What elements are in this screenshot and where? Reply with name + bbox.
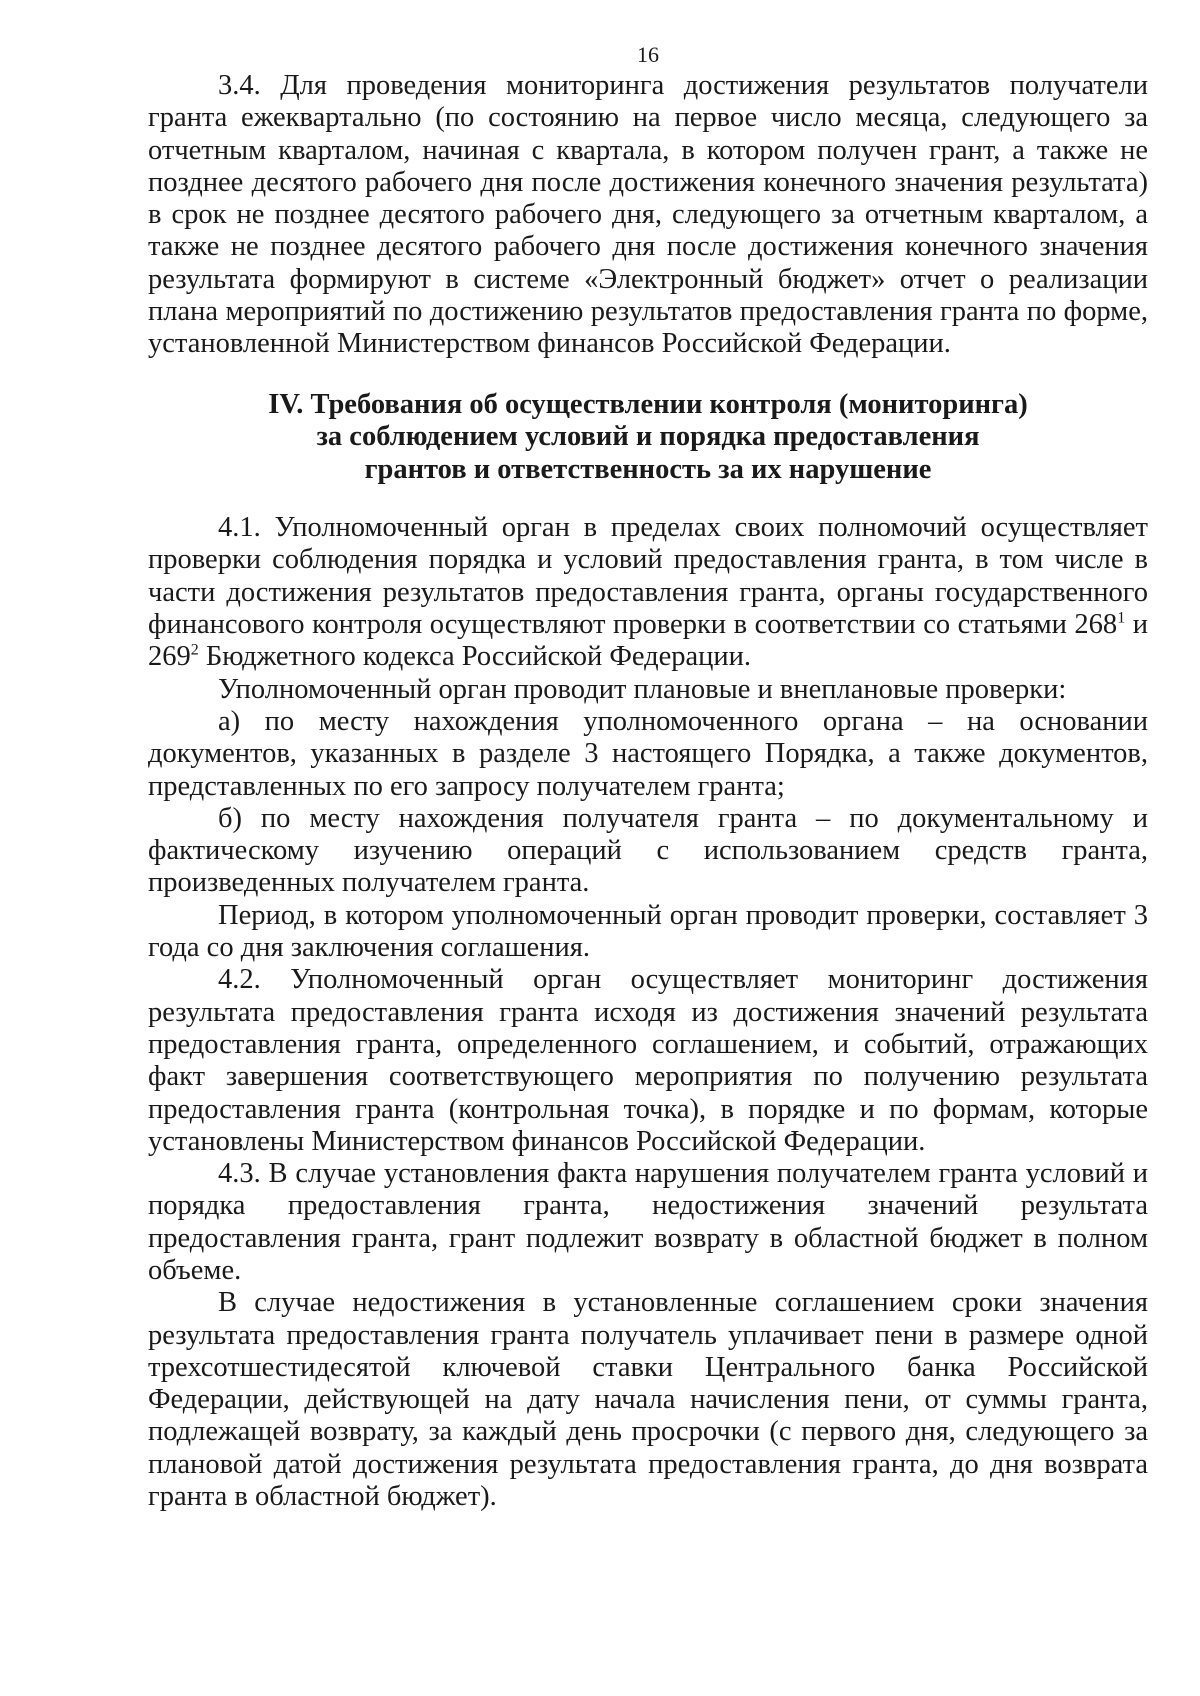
document-page	[148, 40, 1148, 1513]
paragraph-4-1-text-c: Бюджетного кодекса Российской Федерации.	[198, 641, 752, 673]
paragraph-check-b: б) по месту нахождения получателя гранта – по документальному и фактическому изучению операций с использованием средств гранта, произведенных получателем гранта.	[148, 802, 1148, 899]
footnote-marker-268: 1	[1117, 609, 1126, 627]
section-heading-line-1: IV. Требования об осуществлении контроля (мониторинга)	[268, 388, 1028, 420]
paragraph-penalty: В случае недостижения в установленные соглашением сроки значения результата предоставления гранта получатель уплачивает пени в размере одной трехсотшестидесятой ключевой ставки Центрального банка Российской Федерации, действующей на дату начала начисления пени, от суммы гранта, подлежащей возврату, за каждый день просрочки (с первого дня, следующего за плановой датой достижения результата предоставления гранта, до дня возврата гранта в областной бюджет).	[148, 1287, 1148, 1513]
paragraph-4-1	[148, 512, 1148, 673]
paragraph-period: Период, в котором уполномоченный орган проводит проверки, составляет 3 года со дня заключения соглашения.	[148, 899, 1148, 964]
page-number: 16	[637, 42, 659, 67]
paragraph-4-3: 4.3. В случае установления факта нарушения получателем гранта условий и порядка предоставления гранта, недостижения значений результата предоставления гранта, грант подлежит возврату в областной бюджет в полном объеме.	[148, 1158, 1148, 1286]
paragraph-4-1-text-a: 4.1. Уполномоченный орган в пределах своих полномочий осуществляет проверки соблюдения порядка и условий предоставления гранта, в том числе в части достижения результатов предоставления гранта, органы государственного финансового контроля осуществляют проверки в соответствии со статьями 268	[148, 512, 1148, 641]
section-heading-line-2: за соблюдением условий и порядка предоставления	[316, 421, 980, 453]
paragraph-check-a: а) по месту нахождения уполномоченного органа – на основании документов, указанных в разделе 3 настоящего Порядка, а также документов, представленных по его запросу получателем гранта;	[148, 705, 1148, 802]
footnote-marker-269: 2	[190, 641, 199, 659]
paragraph-3-4: 3.4. Для проведения мониторинга достижения результатов получатели гранта ежеквартально (по состоянию на первое число месяца, следующего за отчетным кварталом, начиная с квартала, в котором получен грант, а также не позднее десятого рабочего дня после достижения конечного значения результата) в срок не позднее десятого рабочего дня, следующего за отчетным кварталом, а также не позднее десятого рабочего дня после достижения конечного значения результата формируют в системе «Электронный бюджет» отчет о реализации плана мероприятий по достижению результатов предоставления гранта по форме, установленной Министерством финансов Российской Федерации.	[148, 70, 1148, 360]
section-heading-line-3: грантов и ответственность за их нарушение	[364, 453, 932, 485]
paragraph-checks-intro: Уполномоченный орган проводит плановые и внеплановые проверки:	[218, 673, 1067, 705]
paragraph-4-1-text-b: и 269	[148, 609, 1148, 673]
paragraph-4-2: 4.2. Уполномоченный орган осуществляет мониторинг достижения результата предоставления гранта исходя из достижения значений результата предоставления гранта, определенного соглашением, и событий, отражающих факт завершения соответствующего мероприятия по получению результата предоставления гранта (контрольная точка), в порядке и по формам, которые установлены Министерством финансов Российской Федерации.	[148, 964, 1148, 1157]
section-heading	[148, 389, 1148, 487]
